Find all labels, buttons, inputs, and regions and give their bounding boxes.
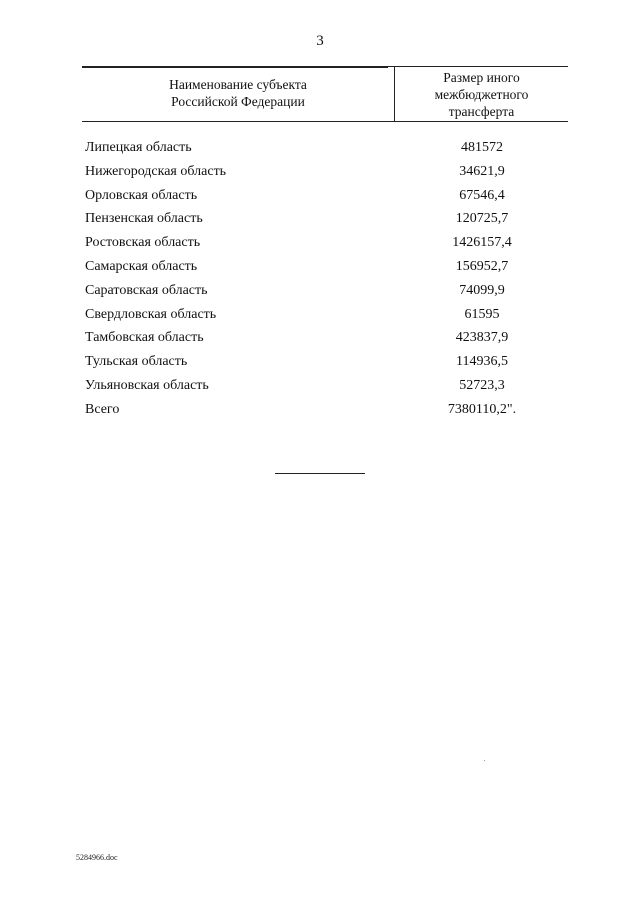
table-row: [0, 330, 640, 354]
region-name: Ростовская область: [85, 235, 201, 251]
column-header-transfer: [395, 69, 568, 120]
column-header-region-line-2: Российской Федерации: [171, 94, 305, 109]
transfer-value: 114936,5: [456, 354, 508, 370]
transfer-value: 481572: [461, 140, 503, 155]
table-body: [0, 140, 640, 426]
transfer-value: 120725,7: [455, 211, 509, 227]
header-top-rule-double: [82, 67, 388, 68]
region-name: Тамбовская область: [85, 330, 204, 346]
table-row: [0, 283, 640, 307]
footer-document-name: 5284966.doc: [76, 853, 118, 862]
column-header-region-line-1: Наименование субъекта: [169, 77, 307, 92]
region-name: Ульяновская область: [85, 377, 209, 393]
region-name: Пензенская область: [85, 211, 203, 227]
transfer-value: 34621,9: [459, 163, 505, 179]
table-row: [0, 307, 640, 331]
column-header-transfer-line-1: Размер иного: [443, 70, 520, 85]
table-row: [0, 354, 640, 378]
region-name: Самарская область: [85, 258, 198, 274]
transfer-value: 61595: [464, 306, 500, 322]
table-row: [0, 235, 640, 259]
transfer-value: 74099,9: [459, 282, 505, 298]
page-number: 3: [316, 33, 324, 49]
region-name: Свердловская область: [85, 306, 217, 322]
table-row-total: [0, 402, 640, 426]
table-row: [0, 164, 640, 188]
table-row: [0, 211, 640, 235]
column-header-transfer-line-3: трансферта: [448, 104, 515, 119]
table-row: [0, 140, 640, 164]
transfer-value: 156952,7: [455, 258, 509, 274]
column-header-transfer-line-2: межбюджетного: [434, 87, 529, 102]
table-row: [0, 188, 640, 212]
transfer-value: 67546,4: [459, 187, 505, 203]
region-name: Орловская область: [85, 187, 198, 203]
transfer-value: 1426157,4: [452, 235, 512, 251]
table-row: [0, 378, 640, 402]
region-name: Нижегородская область: [85, 163, 227, 179]
transfer-value: 423837,9: [455, 330, 509, 346]
end-of-table-rule: [275, 473, 365, 474]
region-name: Тульская область: [85, 354, 188, 370]
region-name: Липецкая область: [85, 140, 192, 155]
region-name: Саратовская область: [85, 282, 208, 298]
transfer-value: 52723,3: [459, 377, 505, 393]
total-label: Всего: [85, 401, 120, 417]
scan-artifact: [484, 760, 485, 761]
header-bottom-rule: [82, 121, 568, 122]
table-header: [82, 66, 568, 122]
total-value: 7380110,2".: [447, 401, 517, 417]
column-header-region: [82, 76, 394, 110]
table-row: [0, 259, 640, 283]
